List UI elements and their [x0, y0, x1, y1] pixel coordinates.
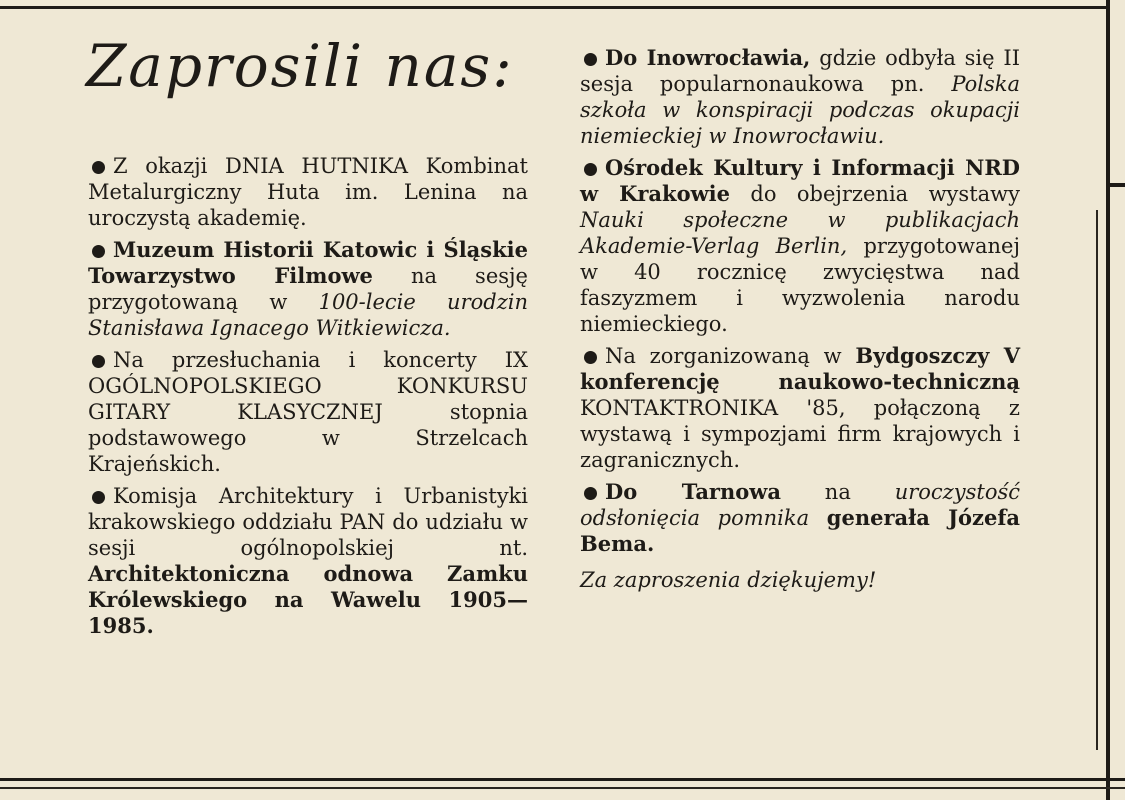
paragraph-2: [88, 237, 528, 341]
column-edge-rule: [1096, 210, 1098, 750]
paragraph-7-text-2: Bydgoszczy V konferencję naukowo-techniczną: [580, 343, 1020, 394]
bullet-icon: [584, 351, 597, 364]
paragraph-6: [580, 155, 1020, 337]
paragraph-7-text-3: KONTAKTRONIKA '85, połączoną z wystawą i sympozjami firm krajowych i zagranicznych.: [580, 396, 1020, 472]
article-title: Zaprosili nas:: [86, 32, 514, 100]
paragraph-4: [88, 483, 528, 639]
paragraph-4-text-1: Komisja Architektury i Urbanistyki krakowskiego oddziału PAN do udziału w sesji ogólnopolskiej nt.: [88, 484, 528, 560]
bullet-icon: [92, 161, 105, 174]
right-column: [580, 45, 1020, 599]
bullet-icon: [92, 245, 105, 258]
paragraph-4-text-2: Architektoniczna odnowa Zamku Królewskiego na Wawelu 1905—1985.: [88, 561, 528, 638]
paragraph-3: [88, 347, 528, 477]
paragraph-1: [88, 153, 528, 231]
paragraph-8-text-1: Do Tarnowa: [605, 479, 781, 504]
paragraph-6-text-2: do obejrzenia wystawy: [730, 182, 1020, 206]
bullet-icon: [92, 355, 105, 368]
paragraph-8-text-5: generała Józefa Bema.: [580, 505, 1020, 556]
paragraph-5: [580, 45, 1020, 149]
paragraph-8: [580, 479, 1020, 557]
closing-thanks-text: Za zaproszenia dziękujemy!: [580, 568, 877, 592]
paragraph-2-text-2: na sesję przygotowaną w: [88, 264, 528, 314]
bottom-border-rule-2: [0, 787, 1125, 789]
paragraph-2-text-3: 100-lecie urodzin Stanisława Ignacego Witkiewicza.: [88, 290, 528, 340]
paragraph-7-text-1: Na zorganizowaną w: [605, 344, 856, 368]
paragraph-8-text-3: uroczystość odsłonięcia pomnika: [580, 480, 1020, 530]
paragraph-2-text-1: Muzeum Historii Katowic i Śląskie Towarzystwo Filmowe: [88, 237, 528, 288]
bullet-icon: [92, 491, 105, 504]
paragraph-7: [580, 343, 1020, 473]
paragraph-6-text-4: przygotowanej w 40 rocznicę zwycięstwa nad faszyzmem i wyzwolenia narodu niemieckiego.: [580, 234, 1020, 336]
right-edge-tick: [1110, 183, 1125, 187]
paragraph-5-text-2: gdzie odbyła się II sesja popularnonaukowa pn.: [580, 46, 1020, 96]
right-border-rule: [1106, 0, 1110, 800]
paragraph-8-text-4: [809, 506, 827, 530]
paragraph-3-text-1: Na przesłuchania i koncerty IX OGÓLNOPOLSKIEGO KONKURSU GITARY KLASYCZNEJ stopnia podstawowego w Strzelcach Krajeńskich.: [88, 348, 528, 476]
paragraph-5-text-1: Do Inowrocławia,: [605, 45, 811, 70]
paragraph-8-text-2: na: [780, 480, 895, 504]
closing-thanks: [580, 567, 1020, 593]
paragraph-5-text-3: Polska szkoła w konspiracji podczas okupacji niemieckiej w Inowrocławiu.: [580, 72, 1020, 148]
left-column: [88, 153, 528, 645]
bullet-icon: [584, 487, 597, 500]
bullet-icon: [584, 163, 597, 176]
paragraph-6-text-1: Ośrodek Kultury i Informacji NRD w Krakowie: [580, 155, 1020, 206]
paragraph-1-text-1: Z okazji DNIA HUTNIKA Kombinat Metalurgiczny Huta im. Lenina na uroczystą akademię.: [88, 154, 528, 230]
bottom-border-rule: [0, 778, 1125, 781]
bullet-icon: [584, 53, 597, 66]
top-border-rule: [0, 6, 1108, 9]
paragraph-6-text-3: Nauki społeczne w publikacjach Akademie-Verlag Berlin,: [580, 208, 1020, 258]
